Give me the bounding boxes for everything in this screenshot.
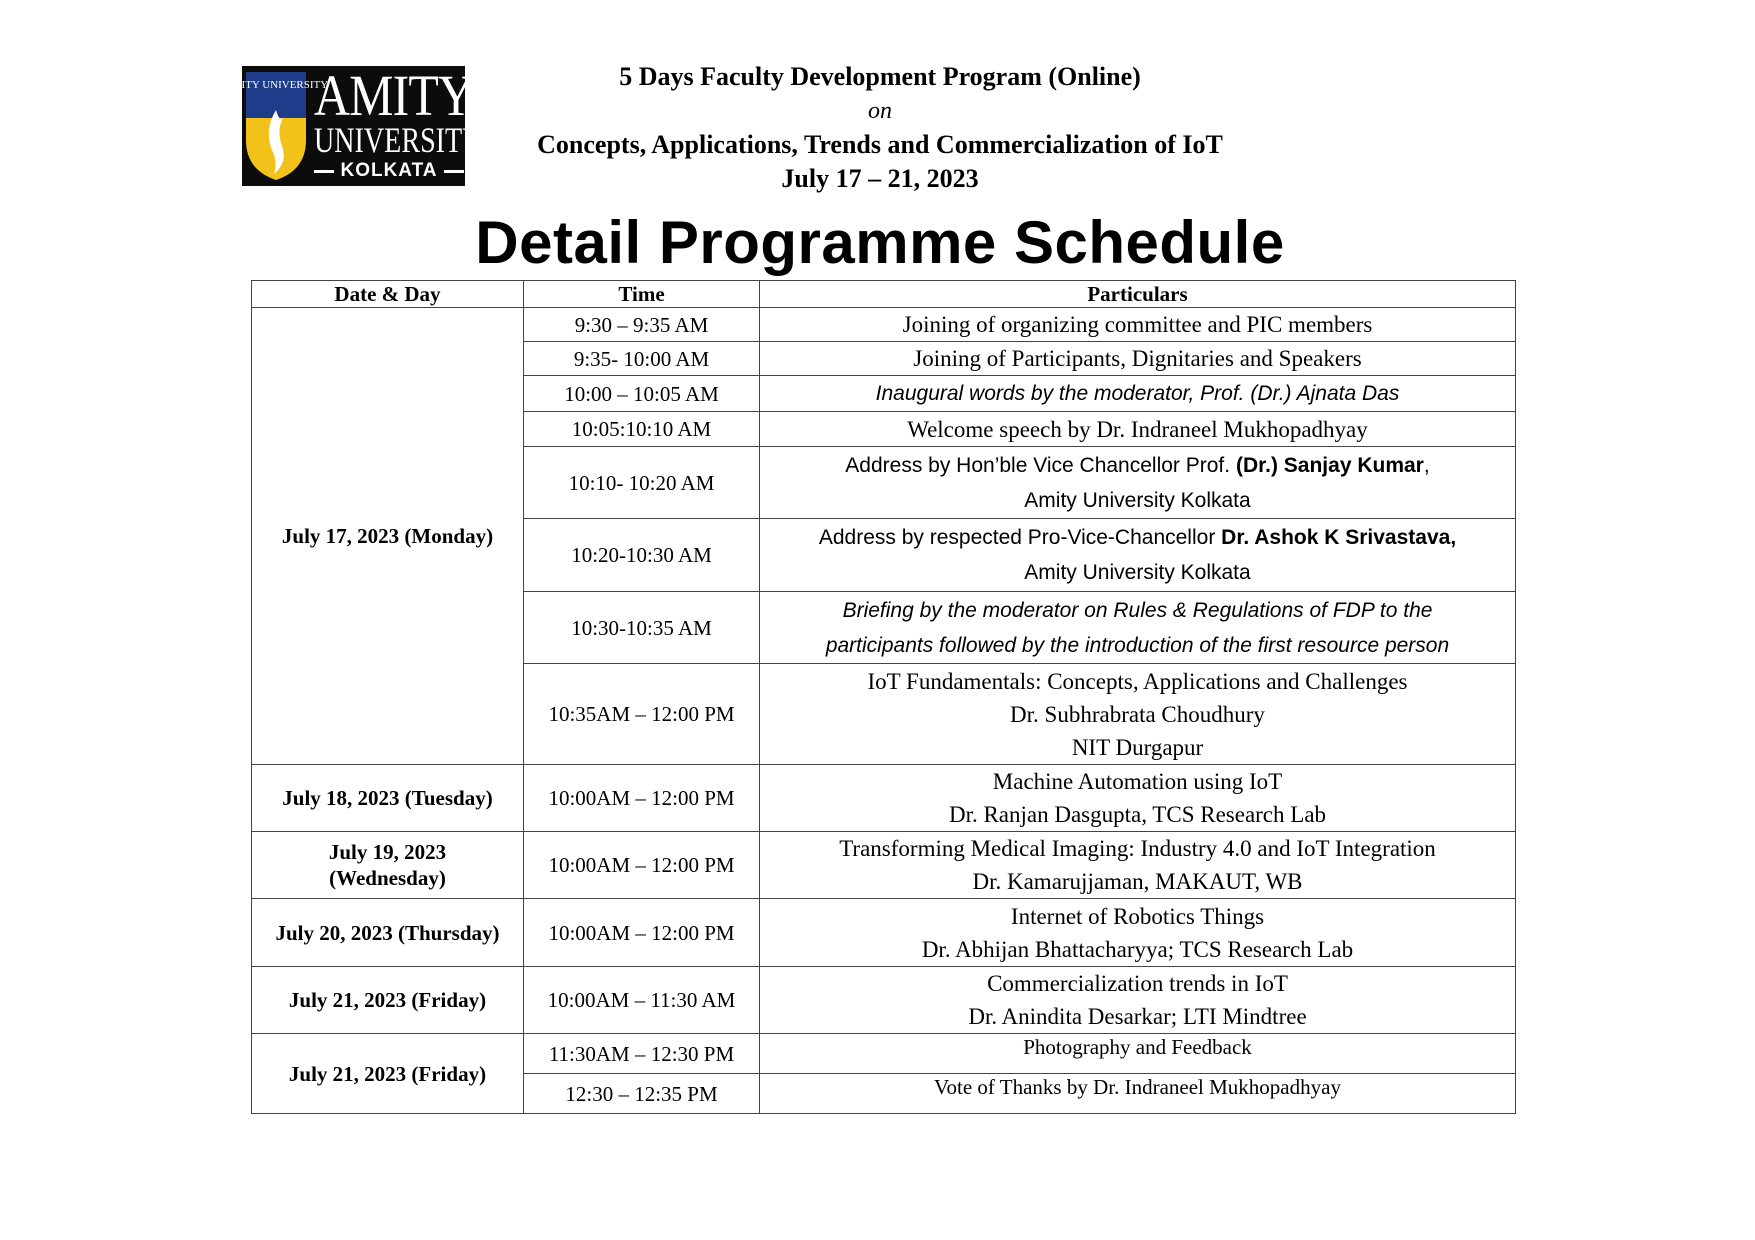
header-date: Date & Day bbox=[252, 281, 524, 308]
particulars-cell: Commercialization trends in IoT Dr. Anindita Desarkar; LTI Mindtree bbox=[760, 967, 1516, 1034]
particulars-cell: Internet of Robotics Things Dr. Abhijan Bhattacharyya; TCS Research Lab bbox=[760, 899, 1516, 967]
logo-word-amity: AMITY bbox=[314, 63, 474, 128]
date-cell: July 21, 2023 (Friday) bbox=[252, 1034, 524, 1114]
particulars-cell: Joining of organizing committee and PIC members bbox=[760, 308, 1516, 342]
time-cell: 10:10- 10:20 AM bbox=[524, 447, 760, 519]
table-row bbox=[252, 832, 1516, 899]
time-cell: 10:00AM – 12:00 PM bbox=[524, 899, 760, 967]
time-cell: 10:00AM – 11:30 AM bbox=[524, 967, 760, 1034]
particulars-cell: Photography and Feedback bbox=[760, 1034, 1516, 1074]
table-row bbox=[252, 899, 1516, 967]
particulars-cell: Transforming Medical Imaging: Industry 4.0 and IoT Integration Dr. Kamarujjaman, MAKAUT, WB bbox=[760, 832, 1516, 899]
time-cell: 11:30AM – 12:30 PM bbox=[524, 1034, 760, 1074]
program-dates: July 17 – 21, 2023 bbox=[781, 164, 979, 193]
time-cell: 10:00AM – 12:00 PM bbox=[524, 765, 760, 832]
time-cell: 10:00AM – 12:00 PM bbox=[524, 832, 760, 899]
particulars-cell: Vote of Thanks by Dr. Indraneel Mukhopadhyay bbox=[760, 1074, 1516, 1114]
particulars-cell: Joining of Participants, Dignitaries and Speakers bbox=[760, 342, 1516, 376]
time-cell: 10:30-10:35 AM bbox=[524, 592, 760, 664]
particulars-cell: Address by Hon’ble Vice Chancellor Prof. (Dr.) Sanjay Kumar, Amity University Kolkata bbox=[760, 447, 1516, 519]
table-header-row bbox=[252, 281, 1516, 308]
table-row bbox=[252, 308, 1516, 342]
crest-icon bbox=[223, 70, 329, 182]
header-particulars: Particulars bbox=[760, 281, 1516, 308]
date-cell: July 19, 2023 (Wednesday) bbox=[252, 832, 524, 899]
particulars-cell: Machine Automation using IoT Dr. Ranjan Dasgupta, TCS Research Lab bbox=[760, 765, 1516, 832]
particulars-cell: Briefing by the moderator on Rules & Regulations of FDP to the participants followed by the introduction of the first resource person bbox=[760, 592, 1516, 664]
program-on: on bbox=[868, 98, 892, 124]
date-cell: July 17, 2023 (Monday) bbox=[252, 308, 524, 765]
time-cell: 10:00 – 10:05 AM bbox=[524, 376, 760, 412]
page-title: Detail Programme Schedule bbox=[475, 209, 1285, 276]
particulars-cell: Address by respected Pro-Vice-Chancellor Dr. Ashok K Srivastava, Amity University Kolkata bbox=[760, 519, 1516, 592]
time-cell: 12:30 – 12:35 PM bbox=[524, 1074, 760, 1114]
logo-word-kolkata: KOLKATA bbox=[314, 161, 464, 181]
time-cell: 10:20-10:30 AM bbox=[524, 519, 760, 592]
svg-text:AMITY UNIVERSITY: AMITY UNIVERSITY bbox=[223, 79, 329, 91]
time-cell: 10:35AM – 12:00 PM bbox=[524, 664, 760, 765]
program-topic: Concepts, Applications, Trends and Commercialization of IoT bbox=[537, 130, 1223, 159]
university-logo bbox=[223, 63, 483, 186]
date-cell: July 18, 2023 (Tuesday) bbox=[252, 765, 524, 832]
schedule-table bbox=[251, 280, 1516, 1114]
particulars-cell: IoT Fundamentals: Concepts, Applications and Challenges Dr. Subhrabrata Choudhury NIT Durgapur bbox=[760, 664, 1516, 765]
time-cell: 9:30 – 9:35 AM bbox=[524, 308, 760, 342]
header-time: Time bbox=[524, 281, 760, 308]
date-cell: July 21, 2023 (Friday) bbox=[252, 967, 524, 1034]
time-cell: 9:35- 10:00 AM bbox=[524, 342, 760, 376]
particulars-cell: Welcome speech by Dr. Indraneel Mukhopadhyay bbox=[760, 412, 1516, 447]
table-row bbox=[252, 1034, 1516, 1074]
program-title: 5 Days Faculty Development Program (Online) bbox=[619, 62, 1141, 91]
table-row bbox=[252, 765, 1516, 832]
table-row bbox=[252, 967, 1516, 1034]
time-cell: 10:05:10:10 AM bbox=[524, 412, 760, 447]
logo-word-university: UNIVERSITY bbox=[314, 120, 483, 160]
date-cell: July 20, 2023 (Thursday) bbox=[252, 899, 524, 967]
particulars-cell: Inaugural words by the moderator, Prof. (Dr.) Ajnata Das bbox=[760, 376, 1516, 412]
